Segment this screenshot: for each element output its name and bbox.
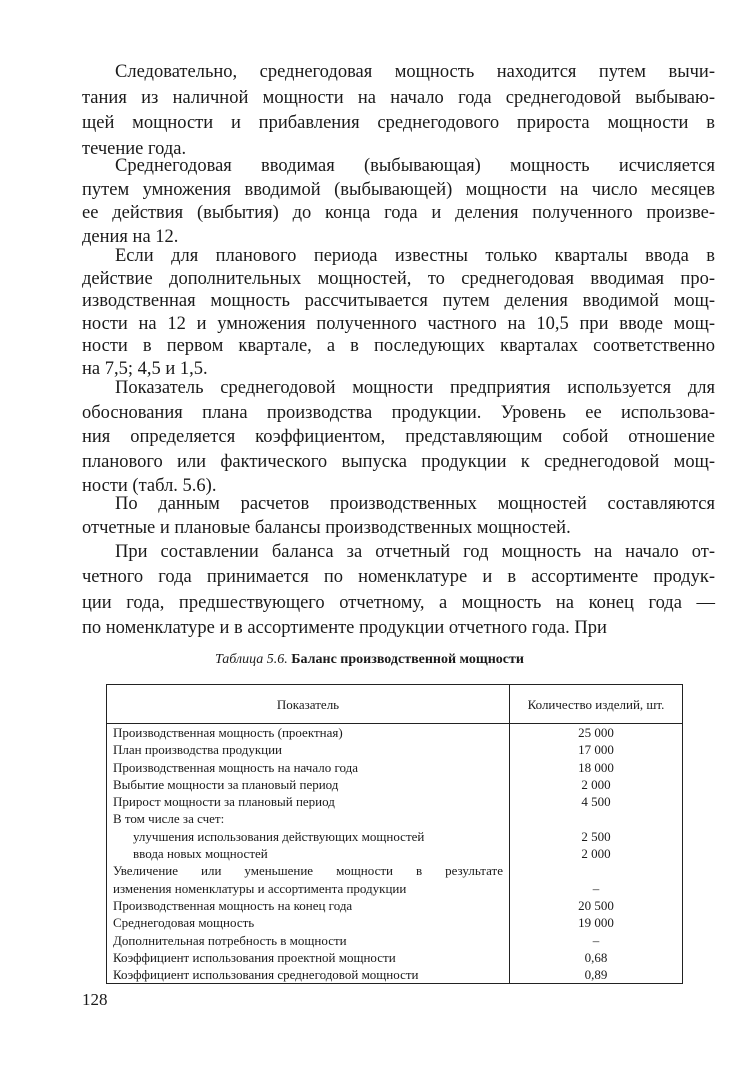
quantity-cell: 19 000	[510, 914, 683, 931]
quantity-cell: 4 500	[510, 793, 683, 810]
table-row	[107, 845, 683, 862]
table-row	[107, 793, 683, 810]
quantity-cell: 0,89	[510, 966, 683, 984]
indicator-cell: Прирост мощности за плановый период	[113, 794, 335, 810]
text-line: дения на 12.	[82, 226, 179, 247]
paragraph	[82, 376, 715, 499]
text-line: По данным расчетов производственных мощностей составляются	[115, 494, 715, 514]
quantity-cell: 0,68	[510, 949, 683, 966]
text-line: ности на 12 и умножения полученного частного на 10,5 при вводе мощ-	[82, 313, 715, 334]
paragraph	[82, 60, 715, 163]
table-caption-label: Таблица 5.6.	[215, 652, 288, 667]
indicator-cell: Производственная мощность на конец года	[113, 897, 353, 913]
text-line: на 7,5; 4,5 и 1,5.	[82, 358, 208, 379]
text-line: Среднегодовая вводимая (выбывающая) мощность исчисляется	[115, 156, 715, 176]
text-line: изводственная мощность рассчитывается путем деления вводимой мощ-	[82, 291, 715, 312]
quantity-cell: 2 000	[510, 845, 683, 862]
indicator-cell: улучшения использования действующих мощностей	[133, 828, 425, 844]
text-line: планового или фактического выпуска продукции к среднегодовой мощ-	[82, 451, 715, 472]
page-number: 128	[82, 990, 108, 1009]
quantity-cell: 2 500	[510, 828, 683, 845]
indicator-cell: Коэффициент использования проектной мощности	[113, 949, 396, 965]
table-row	[107, 914, 683, 931]
quantity-cell: 20 500	[510, 897, 683, 914]
text-line: щей мощности и прибавления среднегодового прироста мощности в	[82, 113, 715, 134]
text-line: отчетные и плановые балансы производственных мощностей.	[82, 517, 571, 538]
text-line: действие дополнительных мощностей, то среднегодовая вводимая про-	[82, 268, 715, 289]
quantity-cell	[510, 862, 683, 879]
header-indicator: Показатель	[107, 685, 510, 724]
table-row	[107, 810, 683, 827]
table-row	[107, 862, 683, 879]
text-line: течение года.	[82, 139, 187, 160]
table-row	[107, 741, 683, 758]
table-row	[107, 966, 683, 984]
indicator-cell: Производственная мощность (проектная)	[113, 725, 343, 740]
text-line: При составлении баланса за отчетный год мощность на начало от-	[115, 542, 715, 562]
table-row	[107, 759, 683, 776]
indicator-cell: Выбытие мощности за плановый период	[113, 776, 339, 792]
capacity-balance-table	[106, 684, 683, 984]
table-row	[107, 897, 683, 914]
table-caption-title: Баланс производственной мощности	[291, 652, 524, 667]
text-line: ее действия (выбытия) до конца года и деления полученного произве-	[82, 203, 715, 223]
text-line: Показатель среднегодовой мощности предприятия используется для	[115, 378, 715, 398]
text-line: ния определяется коэффициентом, представляющим собой отношение	[82, 427, 715, 448]
indicator-cell: Увеличение или уменьшение мощности в результате	[113, 863, 503, 879]
header-quantity: Количество изделий, шт.	[510, 685, 683, 724]
indicator-cell: В том числе за счет:	[113, 811, 225, 827]
quantity-cell: 18 000	[510, 759, 683, 776]
text-line: четного года принимается по номенклатуре и в ассортименте продук-	[82, 567, 715, 588]
paragraph	[82, 540, 715, 641]
paragraph	[82, 493, 715, 540]
quantity-cell: –	[510, 880, 683, 897]
indicator-cell: Среднегодовая мощность	[113, 915, 255, 931]
text-line: по номенклатуре и в ассортименте продукции отчетного года. При	[82, 617, 607, 638]
text-line: обоснования плана производства продукции. Уровень ее использова-	[82, 402, 715, 423]
table-row	[107, 932, 683, 949]
text-line: тания из наличной мощности на начало года среднегодовой выбываю-	[82, 87, 715, 108]
text-line: ции года, предшествующего отчетному, а мощность на конец года —	[82, 592, 715, 613]
paragraph	[82, 245, 715, 381]
table-row	[107, 949, 683, 966]
text-line: путем умножения вводимой (выбывающей) мощности на число месяцев	[82, 179, 715, 200]
quantity-cell	[510, 810, 683, 827]
quantity-cell: 25 000	[510, 724, 683, 742]
table-header-row	[107, 685, 683, 724]
quantity-cell: 17 000	[510, 741, 683, 758]
table-row	[107, 776, 683, 793]
indicator-cell: План производства продукции	[113, 742, 283, 758]
text-line: Следовательно, среднегодовая мощность находится путем вычи-	[115, 62, 715, 82]
indicator-cell: ввода новых мощностей	[133, 846, 268, 862]
text-line: Если для планового периода известны только кварталы ввода в	[115, 246, 715, 266]
indicator-cell: изменения номенклатуры и ассортимента продукции	[113, 880, 407, 896]
indicator-cell: Коэффициент использования среднегодовой мощности	[113, 967, 419, 983]
table-row	[107, 828, 683, 845]
text-line: ности (табл. 5.6).	[82, 476, 217, 497]
quantity-cell: 2 000	[510, 776, 683, 793]
indicator-cell: Производственная мощность на начало года	[113, 759, 358, 775]
text-line: ности в первом квартале, а в последующих кварталах соответственно	[82, 336, 715, 357]
indicator-cell: Дополнительная потребность в мощности	[113, 932, 347, 948]
table-row	[107, 724, 683, 742]
table-caption	[0, 652, 739, 668]
paragraph	[82, 155, 715, 249]
table-row	[107, 880, 683, 897]
quantity-cell: –	[510, 932, 683, 949]
